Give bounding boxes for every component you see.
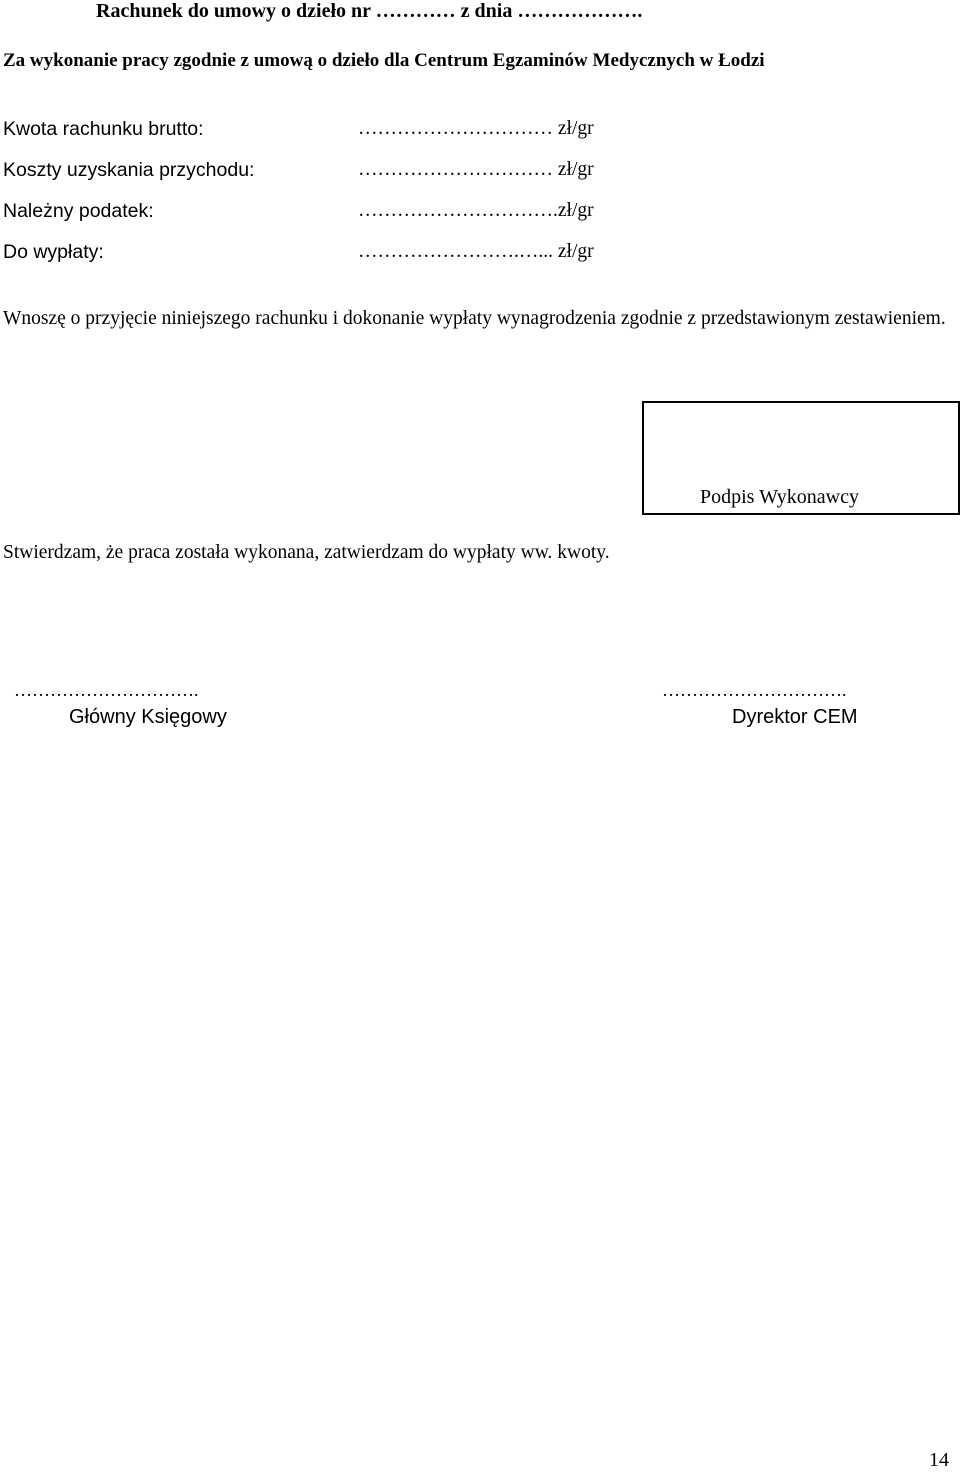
chief-accountant-label: Główny Księgowy <box>69 706 227 728</box>
gross-amount-label: Kwota rachunku brutto: <box>3 118 204 140</box>
document-title: Rachunek do umowy o dzieło nr ………… z dnia ………………. <box>96 0 643 22</box>
request-paragraph: Wnoszę o przyjęcie niniejszego rachunku i dokonanie wypłaty wynagrodzenia zgodnie z przedstawionym zestawieniem. <box>3 308 946 329</box>
payout-value: …………………….…... zł/gr <box>358 241 594 262</box>
tax-due-label: Należny podatek: <box>3 200 154 222</box>
payout-label: Do wypłaty: <box>3 241 104 263</box>
chief-accountant-signature-line: …………………………. <box>14 680 199 700</box>
tax-due-value: ………………………….zł/gr <box>358 200 594 221</box>
gross-amount-value: ………………………… zł/gr <box>358 118 594 139</box>
document-subtitle: Za wykonanie pracy zgodnie z umową o dzieło dla Centrum Egzaminów Medycznych w Łodzi <box>3 50 765 71</box>
contractor-signature-label: Podpis Wykonawcy <box>700 486 859 508</box>
income-costs-value: ………………………… zł/gr <box>358 159 594 180</box>
confirmation-statement: Stwierdzam, że praca została wykonana, zatwierdzam do wypłaty ww. kwoty. <box>3 542 610 563</box>
page-number: 14 <box>929 1449 949 1471</box>
income-costs-label: Koszty uzyskania przychodu: <box>3 159 255 181</box>
director-signature-line: …………………………. <box>662 680 847 700</box>
director-label: Dyrektor CEM <box>732 706 858 728</box>
